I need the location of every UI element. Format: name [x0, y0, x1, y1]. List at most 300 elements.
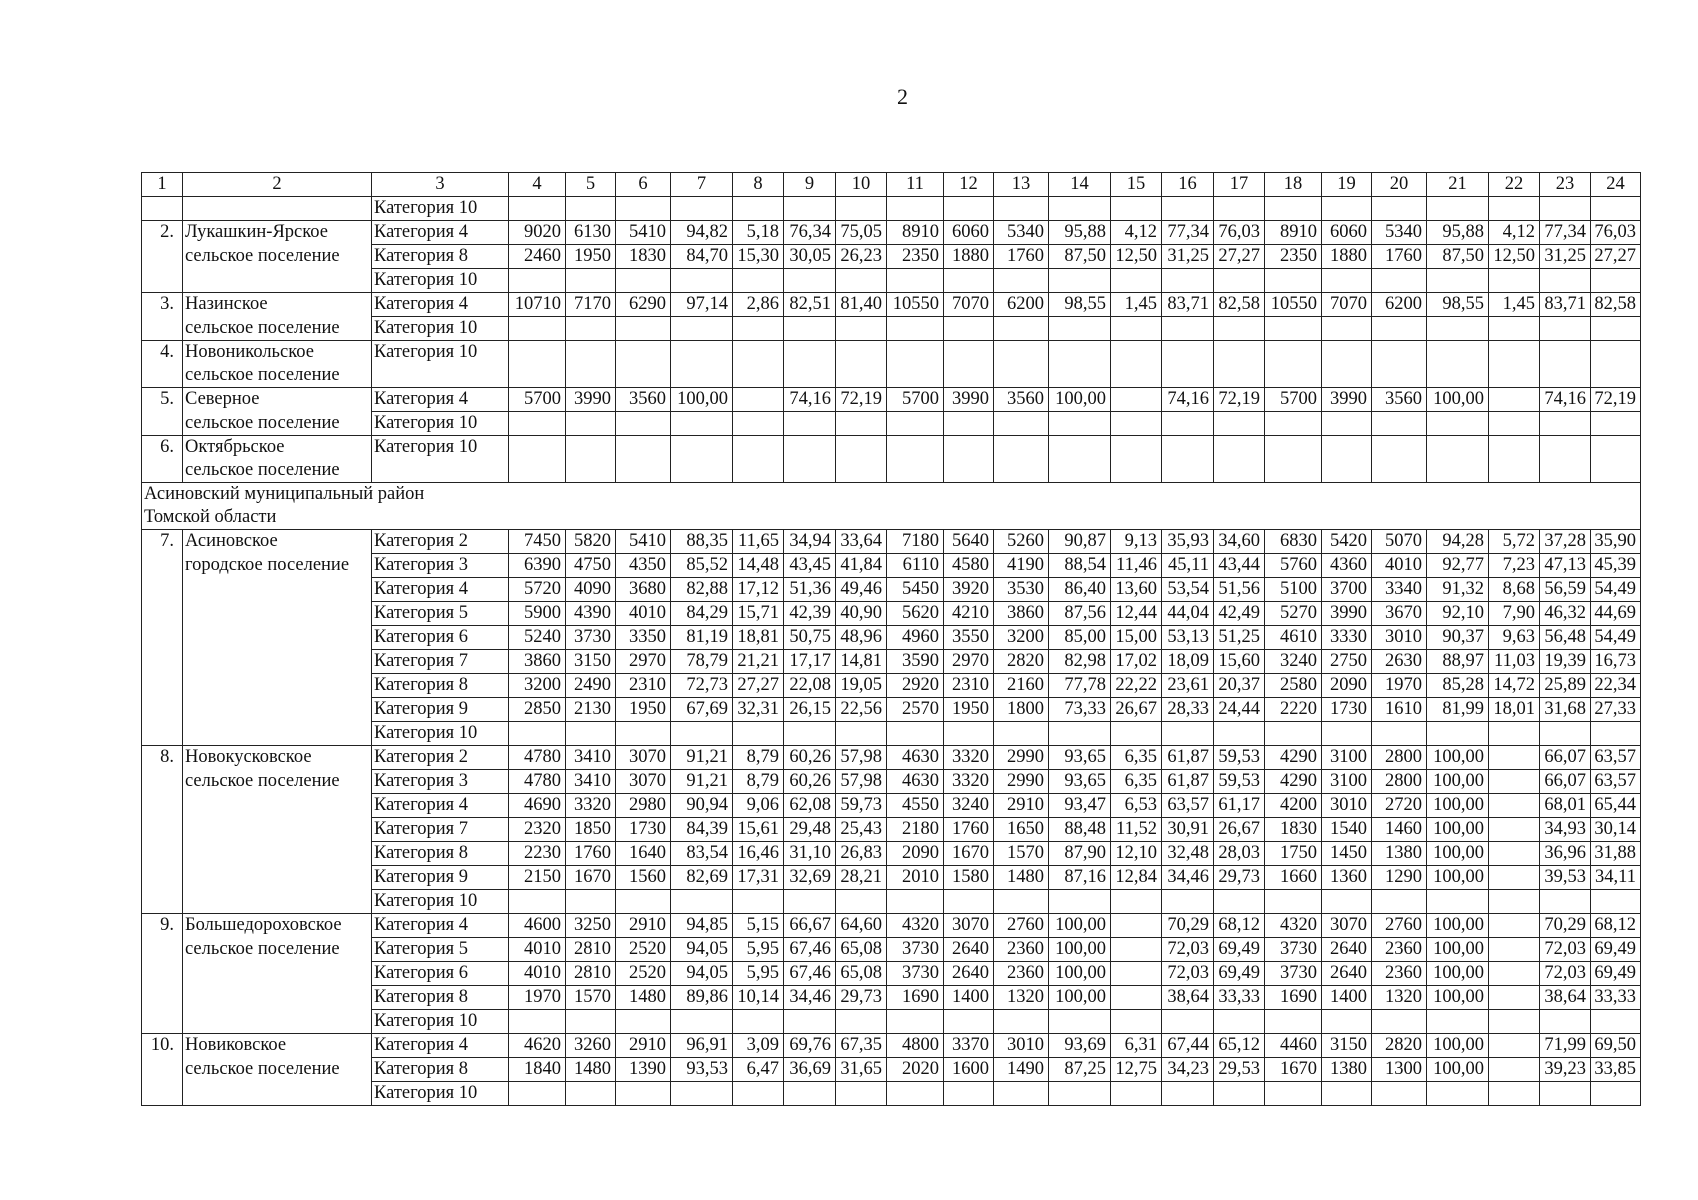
value-cell: 94,85: [671, 914, 733, 938]
value-cell: [994, 341, 1049, 365]
value-cell: 26,67: [1111, 698, 1162, 722]
value-cell: [1489, 890, 1540, 914]
value-cell: 100,00: [1427, 1034, 1489, 1058]
header-row: [142, 173, 1641, 197]
value-cell: 1650: [994, 818, 1049, 842]
value-cell: 1670: [566, 866, 616, 890]
value-cell: 1730: [1322, 698, 1372, 722]
table-row: [142, 986, 1641, 1010]
value-cell: [836, 890, 887, 914]
value-cell: 5240: [509, 626, 566, 650]
value-cell: [1162, 317, 1214, 341]
value-cell: [671, 341, 733, 365]
settlement-name: [183, 698, 372, 722]
column-header: 4: [509, 173, 566, 197]
value-cell: [1322, 890, 1372, 914]
value-cell: [836, 197, 887, 221]
column-header: 8: [733, 173, 784, 197]
row-number: 2.: [142, 221, 183, 245]
value-cell: 60,26: [784, 746, 836, 770]
row-number: 6.: [142, 436, 183, 460]
value-cell: [1372, 1082, 1427, 1106]
value-cell: 1760: [994, 245, 1049, 269]
value-cell: [1162, 890, 1214, 914]
value-cell: 26,67: [1214, 818, 1265, 842]
value-cell: [1591, 341, 1641, 365]
value-cell: [1265, 890, 1322, 914]
value-cell: 2310: [944, 674, 994, 698]
value-cell: [784, 459, 836, 483]
value-cell: 84,29: [671, 602, 733, 626]
value-cell: [1427, 341, 1489, 365]
value-cell: 2360: [1372, 962, 1427, 986]
value-cell: 100,00: [1049, 938, 1111, 962]
value-cell: 2820: [994, 650, 1049, 674]
value-cell: [1372, 269, 1427, 293]
value-cell: 2220: [1265, 698, 1322, 722]
table-row: [142, 650, 1641, 674]
value-cell: [671, 722, 733, 746]
value-cell: 49,46: [836, 578, 887, 602]
value-cell: [1591, 269, 1641, 293]
value-cell: 32,31: [733, 698, 784, 722]
value-cell: [616, 890, 671, 914]
column-header: 1: [142, 173, 183, 197]
value-cell: [1591, 317, 1641, 341]
value-cell: 4390: [566, 602, 616, 626]
value-cell: [1372, 1010, 1427, 1034]
value-cell: 5900: [509, 602, 566, 626]
value-cell: 14,48: [733, 554, 784, 578]
value-cell: [887, 722, 944, 746]
value-cell: 69,49: [1214, 938, 1265, 962]
value-cell: [1265, 197, 1322, 221]
value-cell: [944, 412, 994, 436]
value-cell: 2970: [944, 650, 994, 674]
value-cell: 6,47: [733, 1058, 784, 1082]
value-cell: 4290: [1265, 770, 1322, 794]
value-cell: 2820: [1372, 1034, 1427, 1058]
value-cell: 100,00: [1427, 746, 1489, 770]
value-cell: 4620: [509, 1034, 566, 1058]
value-cell: 3200: [509, 674, 566, 698]
settlement-name: сельское поселение: [183, 364, 372, 388]
value-cell: 31,68: [1540, 698, 1591, 722]
value-cell: 3200: [994, 626, 1049, 650]
value-cell: 67,69: [671, 698, 733, 722]
value-cell: 30,91: [1162, 818, 1214, 842]
value-cell: [1427, 1010, 1489, 1034]
value-cell: 82,58: [1214, 293, 1265, 317]
value-cell: [1265, 436, 1322, 460]
value-cell: 97,14: [671, 293, 733, 317]
value-cell: [1322, 722, 1372, 746]
value-cell: 68,01: [1540, 794, 1591, 818]
row-number: [142, 938, 183, 962]
value-cell: 87,50: [1049, 245, 1111, 269]
value-cell: 63,57: [1591, 770, 1641, 794]
value-cell: 1660: [1265, 866, 1322, 890]
value-cell: [1322, 197, 1372, 221]
value-cell: 100,00: [1427, 818, 1489, 842]
value-cell: [1265, 317, 1322, 341]
value-cell: [509, 890, 566, 914]
category-cell: Категория 5: [372, 602, 509, 626]
settlement-name: сельское поселение: [183, 770, 372, 794]
table-row: [142, 1058, 1641, 1082]
value-cell: [1489, 794, 1540, 818]
value-cell: 2640: [1322, 938, 1372, 962]
value-cell: [733, 317, 784, 341]
value-cell: 4210: [944, 602, 994, 626]
value-cell: 8,79: [733, 746, 784, 770]
value-cell: 92,77: [1427, 554, 1489, 578]
value-cell: [784, 197, 836, 221]
value-cell: [1427, 364, 1489, 388]
value-cell: [1111, 938, 1162, 962]
value-cell: 93,65: [1049, 770, 1111, 794]
value-cell: [944, 459, 994, 483]
value-cell: 53,54: [1162, 578, 1214, 602]
value-cell: 9020: [509, 221, 566, 245]
value-cell: 2980: [616, 794, 671, 818]
value-cell: 46,32: [1540, 602, 1591, 626]
value-cell: [1111, 317, 1162, 341]
value-cell: 1290: [1372, 866, 1427, 890]
value-cell: [509, 412, 566, 436]
value-cell: [671, 269, 733, 293]
category-cell: Категория 8: [372, 1058, 509, 1082]
value-cell: [566, 1010, 616, 1034]
value-cell: 3730: [1265, 938, 1322, 962]
value-cell: 2460: [509, 245, 566, 269]
value-cell: 74,16: [1162, 388, 1214, 412]
value-cell: 93,65: [1049, 746, 1111, 770]
value-cell: 51,56: [1214, 578, 1265, 602]
value-cell: 93,47: [1049, 794, 1111, 818]
row-number: [142, 412, 183, 436]
value-cell: 10,14: [733, 986, 784, 1010]
value-cell: [733, 890, 784, 914]
category-cell: Категория 10: [372, 269, 509, 293]
value-cell: 82,51: [784, 293, 836, 317]
value-cell: 5700: [1265, 388, 1322, 412]
value-cell: 4610: [1265, 626, 1322, 650]
value-cell: 6390: [509, 554, 566, 578]
value-cell: 2970: [616, 650, 671, 674]
row-number: [142, 197, 183, 221]
value-cell: 8,79: [733, 770, 784, 794]
value-cell: [1540, 269, 1591, 293]
row-number: 5.: [142, 388, 183, 412]
value-cell: [1265, 722, 1322, 746]
settlement-name: [183, 818, 372, 842]
value-cell: [836, 1010, 887, 1034]
table-row: [142, 674, 1641, 698]
value-cell: 14,72: [1489, 674, 1540, 698]
column-header: 18: [1265, 173, 1322, 197]
value-cell: [733, 436, 784, 460]
value-cell: 92,10: [1427, 602, 1489, 626]
value-cell: [509, 722, 566, 746]
value-cell: [733, 269, 784, 293]
value-cell: 94,05: [671, 962, 733, 986]
value-cell: [1322, 1010, 1372, 1034]
value-cell: [836, 722, 887, 746]
value-cell: 28,33: [1162, 698, 1214, 722]
value-cell: [944, 317, 994, 341]
value-cell: [1265, 412, 1322, 436]
value-cell: 3560: [1372, 388, 1427, 412]
value-cell: 1580: [944, 866, 994, 890]
value-cell: [1489, 364, 1540, 388]
value-cell: 73,33: [1049, 698, 1111, 722]
value-cell: 67,35: [836, 1034, 887, 1058]
value-cell: [1162, 722, 1214, 746]
category-cell: Категория 3: [372, 554, 509, 578]
category-cell: Категория 4: [372, 578, 509, 602]
value-cell: 45,39: [1591, 554, 1641, 578]
value-cell: 72,03: [1162, 962, 1214, 986]
table-row: [142, 436, 1641, 460]
settlement-name: Асиновское: [183, 530, 372, 554]
value-cell: [1427, 412, 1489, 436]
value-cell: 1490: [994, 1058, 1049, 1082]
row-number: [142, 578, 183, 602]
value-cell: 3070: [1322, 914, 1372, 938]
value-cell: 76,03: [1214, 221, 1265, 245]
settlement-name: городское поселение: [183, 554, 372, 578]
value-cell: [1540, 459, 1591, 483]
value-cell: [1489, 770, 1540, 794]
table-row: [142, 938, 1641, 962]
category-cell: Категория 2: [372, 746, 509, 770]
value-cell: [1489, 746, 1540, 770]
value-cell: [1540, 412, 1591, 436]
value-cell: 1730: [616, 818, 671, 842]
value-cell: [784, 364, 836, 388]
value-cell: 3260: [566, 1034, 616, 1058]
value-cell: [1265, 1010, 1322, 1034]
row-number: [142, 554, 183, 578]
value-cell: [1372, 317, 1427, 341]
value-cell: 1750: [1265, 842, 1322, 866]
value-cell: 2630: [1372, 650, 1427, 674]
value-cell: 1,45: [1489, 293, 1540, 317]
value-cell: [509, 197, 566, 221]
value-cell: 72,19: [1591, 388, 1641, 412]
value-cell: 27,27: [1591, 245, 1641, 269]
row-number: [142, 698, 183, 722]
value-cell: 1480: [994, 866, 1049, 890]
value-cell: 3070: [944, 914, 994, 938]
value-cell: 84,39: [671, 818, 733, 842]
value-cell: [887, 1010, 944, 1034]
value-cell: 3010: [994, 1034, 1049, 1058]
value-cell: 74,16: [784, 388, 836, 412]
category-cell: Категория 4: [372, 914, 509, 938]
value-cell: 100,00: [1427, 986, 1489, 1010]
value-cell: [1049, 890, 1111, 914]
value-cell: 93,69: [1049, 1034, 1111, 1058]
row-number: 3.: [142, 293, 183, 317]
value-cell: 2640: [944, 962, 994, 986]
table-body: [142, 173, 1641, 1106]
value-cell: 85,28: [1427, 674, 1489, 698]
value-cell: [509, 364, 566, 388]
value-cell: [1427, 197, 1489, 221]
value-cell: 25,89: [1540, 674, 1591, 698]
value-cell: 7450: [509, 530, 566, 554]
value-cell: 3350: [616, 626, 671, 650]
value-cell: 71,99: [1540, 1034, 1591, 1058]
value-cell: 70,29: [1540, 914, 1591, 938]
value-cell: 3320: [944, 770, 994, 794]
value-cell: 1320: [994, 986, 1049, 1010]
value-cell: [944, 1082, 994, 1106]
value-cell: 59,73: [836, 794, 887, 818]
table-row: [142, 269, 1641, 293]
value-cell: 25,43: [836, 818, 887, 842]
value-cell: 4600: [509, 914, 566, 938]
value-cell: [1372, 412, 1427, 436]
value-cell: [1111, 1082, 1162, 1106]
value-cell: [836, 317, 887, 341]
value-cell: 1450: [1322, 842, 1372, 866]
category-cell: Категория 5: [372, 938, 509, 962]
value-cell: 19,39: [1540, 650, 1591, 674]
value-cell: 1830: [1265, 818, 1322, 842]
value-cell: 1690: [887, 986, 944, 1010]
value-cell: 5340: [994, 221, 1049, 245]
value-cell: 57,98: [836, 746, 887, 770]
value-cell: 76,34: [784, 221, 836, 245]
value-cell: [733, 364, 784, 388]
value-cell: 100,00: [1427, 770, 1489, 794]
value-cell: 31,25: [1540, 245, 1591, 269]
value-cell: [1540, 341, 1591, 365]
value-cell: [836, 412, 887, 436]
category-cell: Категория 10: [372, 1082, 509, 1106]
value-cell: 1760: [566, 842, 616, 866]
value-cell: 31,10: [784, 842, 836, 866]
table-row: [142, 698, 1641, 722]
value-cell: 72,19: [836, 388, 887, 412]
table-row: [142, 962, 1641, 986]
value-cell: [1214, 1082, 1265, 1106]
settlement-name: [183, 722, 372, 746]
value-cell: 26,83: [836, 842, 887, 866]
value-cell: [1372, 436, 1427, 460]
value-cell: [1322, 364, 1372, 388]
value-cell: 26,23: [836, 245, 887, 269]
settlement-name: [183, 842, 372, 866]
value-cell: 82,98: [1049, 650, 1111, 674]
value-cell: 7070: [944, 293, 994, 317]
value-cell: [887, 364, 944, 388]
settlement-name: Назинское: [183, 293, 372, 317]
table-row: [142, 746, 1641, 770]
value-cell: [887, 890, 944, 914]
value-cell: 16,46: [733, 842, 784, 866]
table-row: [142, 842, 1641, 866]
value-cell: 1830: [616, 245, 671, 269]
value-cell: [1322, 436, 1372, 460]
value-cell: 94,28: [1427, 530, 1489, 554]
value-cell: 9,06: [733, 794, 784, 818]
column-header: 9: [784, 173, 836, 197]
value-cell: 81,99: [1427, 698, 1489, 722]
value-cell: 22,56: [836, 698, 887, 722]
value-cell: [784, 1010, 836, 1034]
row-number: 4.: [142, 341, 183, 365]
table-row: [142, 626, 1641, 650]
value-cell: 1480: [566, 1058, 616, 1082]
value-cell: 2720: [1372, 794, 1427, 818]
value-cell: 91,21: [671, 770, 733, 794]
value-cell: [1322, 317, 1372, 341]
value-cell: 30,14: [1591, 818, 1641, 842]
value-cell: 2640: [1322, 962, 1372, 986]
value-cell: [1489, 436, 1540, 460]
value-cell: 87,56: [1049, 602, 1111, 626]
value-cell: [1591, 722, 1641, 746]
value-cell: 4,12: [1489, 221, 1540, 245]
value-cell: [1049, 1010, 1111, 1034]
value-cell: 50,75: [784, 626, 836, 650]
value-cell: 1480: [616, 986, 671, 1010]
value-cell: 40,90: [836, 602, 887, 626]
column-header: 17: [1214, 173, 1265, 197]
category-cell: Категория 2: [372, 530, 509, 554]
value-cell: [944, 436, 994, 460]
value-cell: [994, 459, 1049, 483]
value-cell: [1489, 842, 1540, 866]
value-cell: 12,44: [1111, 602, 1162, 626]
value-cell: 1400: [1322, 986, 1372, 1010]
column-header: 2: [183, 173, 372, 197]
settlement-name: Октябрьское: [183, 436, 372, 460]
value-cell: 1460: [1372, 818, 1427, 842]
value-cell: [1162, 1082, 1214, 1106]
value-cell: [1214, 1010, 1265, 1034]
value-cell: 69,50: [1591, 1034, 1641, 1058]
value-cell: [944, 197, 994, 221]
value-cell: 16,73: [1591, 650, 1641, 674]
value-cell: 56,48: [1540, 626, 1591, 650]
table-row: [142, 221, 1641, 245]
value-cell: 54,49: [1591, 626, 1641, 650]
value-cell: 29,73: [1214, 866, 1265, 890]
value-cell: [1049, 722, 1111, 746]
value-cell: [733, 341, 784, 365]
value-cell: [994, 1082, 1049, 1106]
value-cell: 5640: [944, 530, 994, 554]
value-cell: 2360: [994, 938, 1049, 962]
value-cell: [1111, 436, 1162, 460]
value-cell: 66,67: [784, 914, 836, 938]
value-cell: 44,69: [1591, 602, 1641, 626]
value-cell: 3100: [1322, 770, 1372, 794]
value-cell: [566, 890, 616, 914]
value-cell: 22,08: [784, 674, 836, 698]
value-cell: 2520: [616, 938, 671, 962]
value-cell: 2020: [887, 1058, 944, 1082]
table-row: [142, 914, 1641, 938]
value-cell: [1540, 890, 1591, 914]
value-cell: 4580: [944, 554, 994, 578]
value-cell: 94,82: [671, 221, 733, 245]
